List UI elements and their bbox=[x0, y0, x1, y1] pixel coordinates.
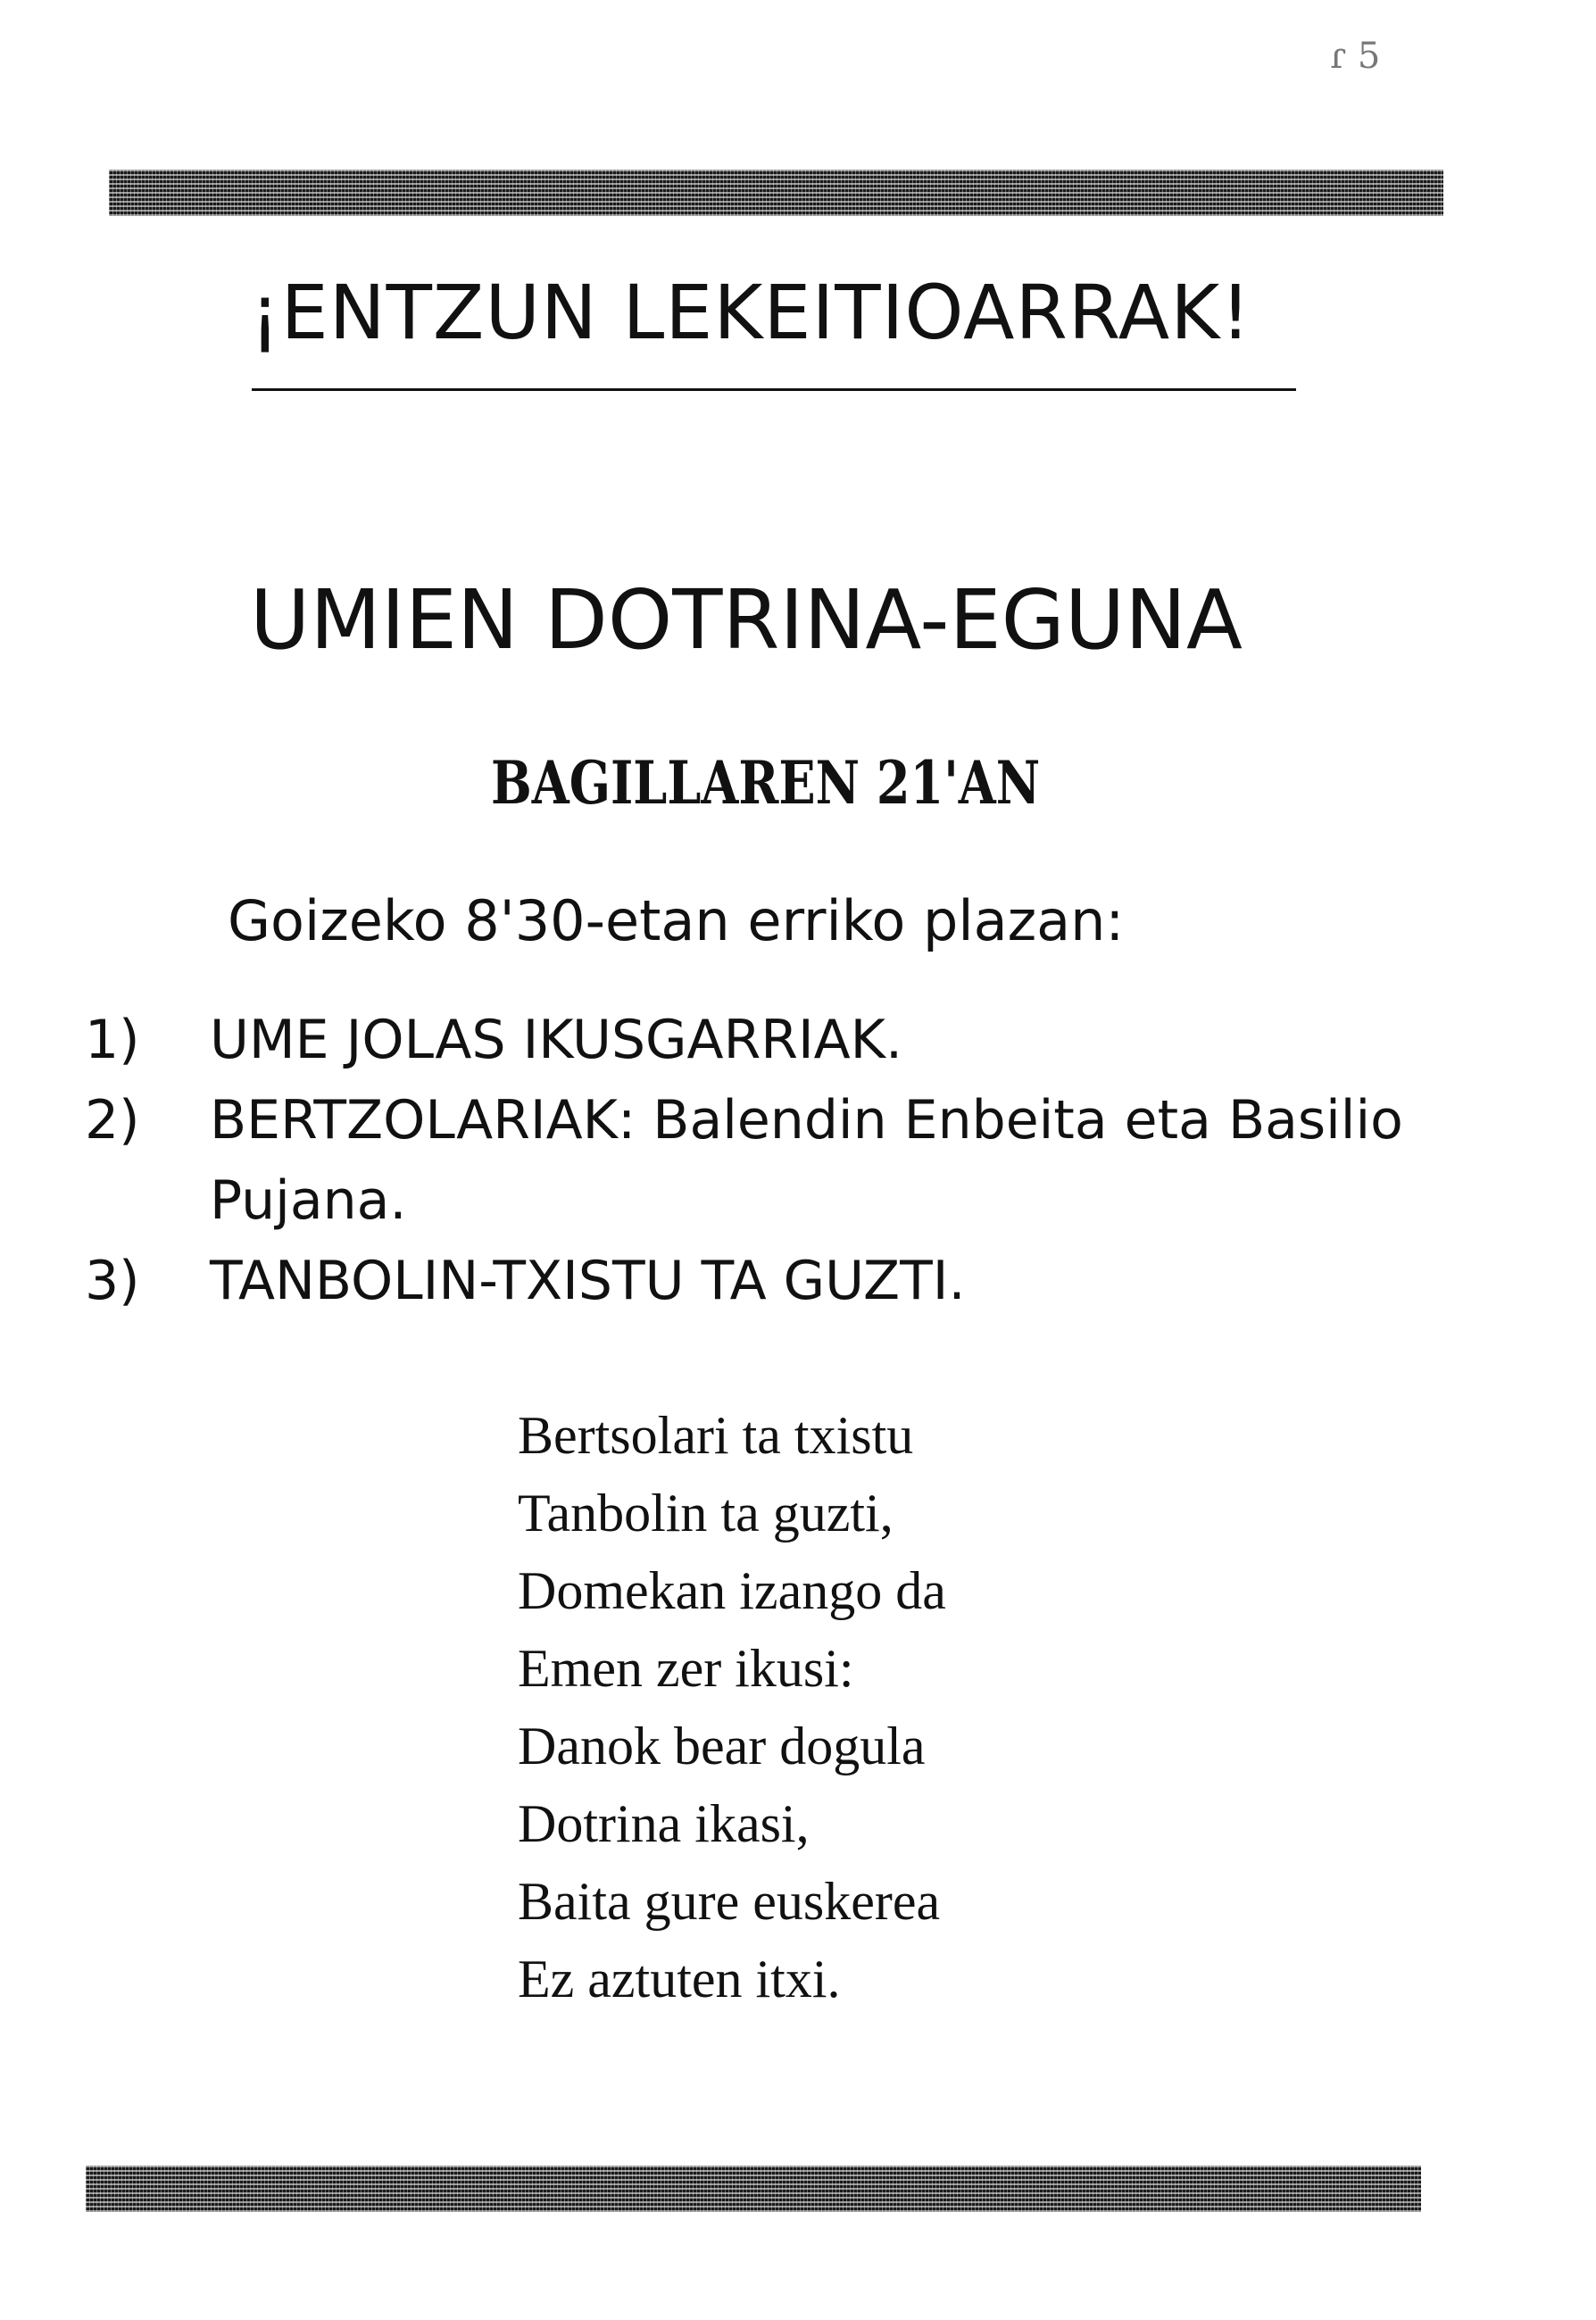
program-item-text: UME JOLAS IKUSGARRIAK. bbox=[210, 1009, 903, 1071]
verse-line: Ez aztuten itxi. bbox=[518, 1950, 841, 2008]
program-item bbox=[85, 1080, 1477, 1241]
program-item bbox=[85, 1000, 1477, 1080]
verse-block bbox=[518, 1397, 1232, 2018]
program-item bbox=[85, 1241, 1477, 1321]
verse-line: Danok bear dogula bbox=[518, 1717, 926, 1775]
verse-line: Tanbolin ta guzti, bbox=[518, 1484, 894, 1543]
event-heading: UMIEN DOTRINA-EGUNA bbox=[250, 572, 1243, 668]
program-item-text: BERTZOLARIAK: Balendin Enbeita eta Basilio Pujana. bbox=[210, 1089, 1403, 1232]
verse-line: Dotrina ikasi, bbox=[518, 1794, 810, 1853]
verse-line: Bertsolari ta txistu bbox=[518, 1406, 914, 1465]
poster-title: ¡ENTZUN LEKEITIOARRAK! bbox=[250, 269, 1251, 356]
event-date: BAGILLAREN 21'AN bbox=[491, 748, 1041, 818]
title-underline bbox=[252, 388, 1296, 391]
program-item-text: TANBOLIN-TXISTU TA GUZTI. bbox=[210, 1250, 966, 1312]
program-item-number: 2) bbox=[85, 1089, 140, 1152]
program-item-number: 1) bbox=[85, 1009, 140, 1071]
verse-line: Domekan izango da bbox=[518, 1561, 946, 1620]
event-time-location: Goizeko 8'30-etan erriko plazan: bbox=[228, 888, 1125, 953]
corner-pencil-mark: ɾ 5 bbox=[1330, 36, 1381, 77]
verse-line: Emen zer ikusi: bbox=[518, 1639, 854, 1698]
program-item-number: 3) bbox=[85, 1250, 140, 1312]
verse-line: Baita gure euskerea bbox=[518, 1872, 941, 1931]
top-decorative-band bbox=[109, 170, 1443, 216]
program-list bbox=[85, 1000, 1477, 1321]
bottom-decorative-band bbox=[86, 2166, 1421, 2212]
